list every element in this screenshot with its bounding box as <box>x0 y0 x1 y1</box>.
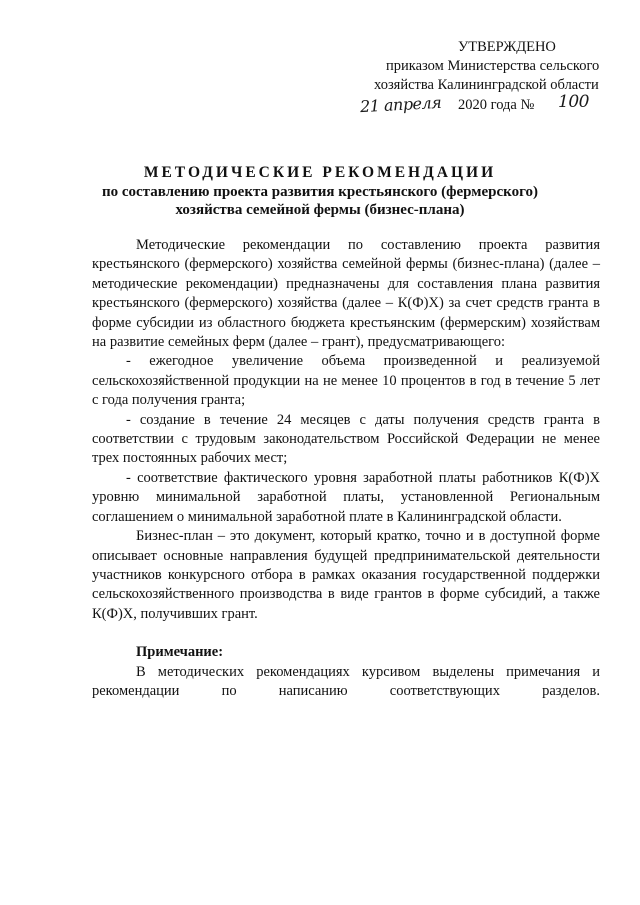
list-item-production-growth: - ежегодное увеличение объема произведенной и реализуемой сельскохозяйственной продукции на не менее 10 процентов в год в течение 5 лет с года получения гранта; <box>92 353 600 409</box>
document-title-block <box>80 163 560 219</box>
list-item-jobs: - создание в течение 24 месяцев с даты получения средств гранта в соответствии с трудовым законодательством Российской Федерации не менее трех постоянных рабочих мест; <box>92 411 600 467</box>
approval-order-line: приказом Министерства сельского <box>386 58 600 74</box>
document-title: МЕТОДИЧЕСКИЕ РЕКОМЕНДАЦИИ <box>143 164 497 181</box>
note-paragraph: В методических рекомендациях курсивом выделены примечания и рекомендации по написанию соответствующих разделов. <box>92 663 600 699</box>
handwritten-date: 21 апреля <box>359 92 442 117</box>
intro-paragraph: Методические рекомендации по составлению проекта развития крестьянского (фермерского) хозяйства семейной фермы (бизнес-плана) (далее – методические рекомендации) предназначены для составления плана развития крестьянского (фермерского) хозяйства (далее – К(Ф)Х) за счет средств гранта в форме субсидии из областного бюджета крестьянским (фермерским) хозяйствам на развитие семейных ферм (далее – грант), предусматривающего: <box>92 237 600 351</box>
note-heading: Примечание: <box>136 644 224 661</box>
approval-stamp <box>359 38 630 117</box>
approval-ministry-line: хозяйства Калининградской области <box>374 77 599 93</box>
handwritten-order-number: 100 <box>558 92 589 112</box>
document-subtitle-line-1: по составлению проекта развития крестьянского (фермерского) <box>101 184 539 200</box>
approval-date-line <box>359 92 630 117</box>
approval-year: 2020 года № <box>458 97 535 113</box>
document-subtitle-line-2: хозяйства семейной фермы (бизнес-плана) <box>175 202 465 218</box>
document-body <box>92 236 600 701</box>
approval-heading: УТВЕРЖДЕНО <box>458 39 556 55</box>
list-item-wages: - соответствие фактического уровня заработной платы работников К(Ф)Х уровню минимальной заработной платы, установленной Региональным соглашением о минимальной заработной плате в Калининградской области. <box>92 469 600 525</box>
business-plan-paragraph: Бизнес-план – это документ, который кратко, точно и в доступной форме описывает основные направления будущей предпринимательской деятельности участников конкурсного отбора в рамках оказания государственной поддержки сельскохозяйственного производства в виде грантов в форме субсидий, а также К(Ф)Х, получивших грант. <box>92 528 600 622</box>
